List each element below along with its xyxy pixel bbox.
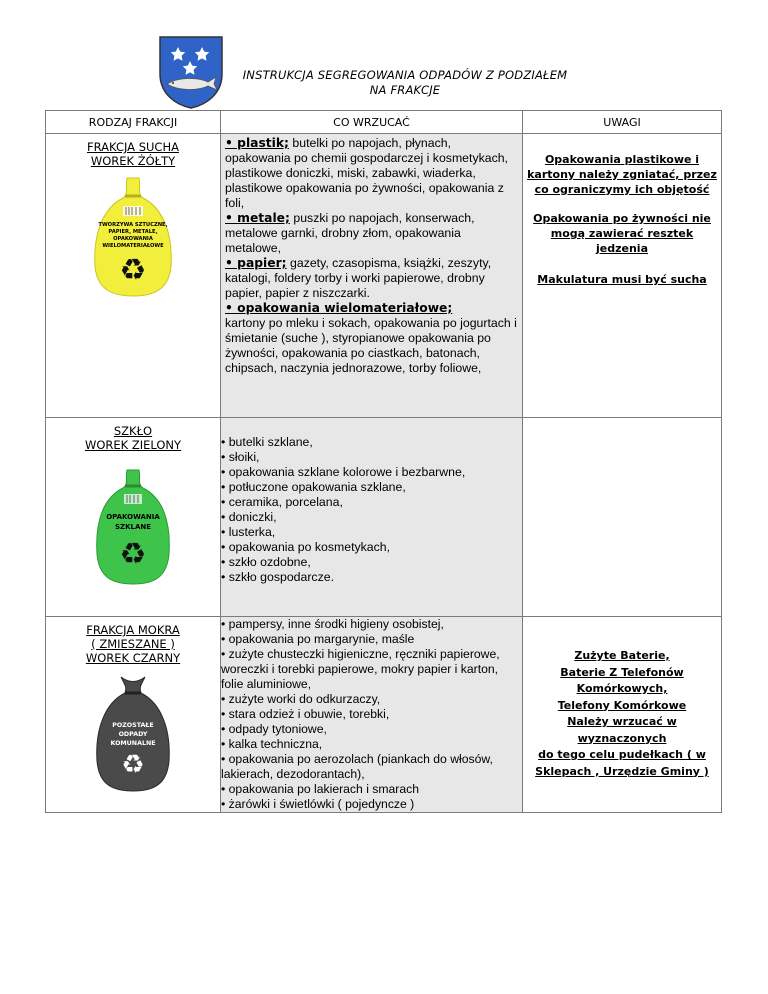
list-item: • potłuczone opakowania szklane, xyxy=(221,480,406,494)
list-item: • szkło gospodarcze. xyxy=(221,570,334,584)
list-item: • słoiki, xyxy=(221,450,260,464)
items-cell-dry xyxy=(221,134,523,418)
items-cell-glass xyxy=(221,418,523,617)
waste-sorting-table xyxy=(45,110,722,813)
recycle-icon: ♻ xyxy=(121,750,145,780)
notes-cell-glass xyxy=(523,418,722,617)
list-item: • butelki szklane, xyxy=(221,435,313,449)
items-mixed xyxy=(221,617,522,812)
svg-text:OPAKOWANIA: OPAKOWANIA xyxy=(113,236,153,242)
title-line-2: NA FRAKCJE xyxy=(369,83,441,97)
list-item: • odpady tytoniowe, xyxy=(221,722,327,736)
page-title xyxy=(200,68,610,98)
items-dry xyxy=(221,134,522,378)
list-item: • zużyte worki do odkurzaczy, xyxy=(221,692,381,706)
section-multimaterial: • opakowania wielomateriałowe; kartony po mleku i sokach, opakowania po jogurtach i śmietanie (suche ), styropianowe opakowania po żywności, opakowania po ciastkach, batonach, chipsach, naczynia jednorazowe, torby foliowe, xyxy=(225,301,517,375)
list-item: • opakowania po kosmetykach, xyxy=(221,540,391,554)
note-flatten: Opakowania plastikowe i kartony należy zgniatać, przez co ograniczymy ich objętość xyxy=(527,153,717,196)
svg-text:WIELOMATERIAŁOWE: WIELOMATERIAŁOWE xyxy=(102,243,164,249)
svg-text:TWORZYWA SZTUCZNE,: TWORZYWA SZTUCZNE, xyxy=(98,222,168,228)
list-item: • kalka techniczna, xyxy=(221,737,323,751)
recycle-icon: ♻ xyxy=(119,253,147,288)
fraction-cell-glass xyxy=(46,418,221,617)
col-header-what-to-throw: CO WRZUCAĆ xyxy=(221,111,523,134)
note-dry-paper: Makulatura musi być sucha xyxy=(537,273,707,286)
recycle-icon: ♻ xyxy=(119,537,147,572)
list-item: • stara odzież i obuwie, torebki, xyxy=(221,707,390,721)
table-row-mixed xyxy=(46,617,722,813)
list-item: • doniczki, xyxy=(221,510,277,524)
table-row-glass xyxy=(46,418,722,617)
svg-text:KOMUNALNE: KOMUNALNE xyxy=(110,740,156,747)
section-paper: • papier; gazety, czasopisma, książki, zeszyty, katalogi, foldery torby i worki papierowe, drobny papier, papier z niszczarki. xyxy=(225,256,492,300)
list-item: • szkło ozdobne, xyxy=(221,555,311,569)
svg-text:PAPIER, METALE,: PAPIER, METALE, xyxy=(108,229,158,235)
col-header-fraction: RODZAJ FRAKCJI xyxy=(46,111,221,134)
list-item: • opakowania szklane kolorowe i bezbarwne, xyxy=(221,465,466,479)
list-item: • lusterka, xyxy=(221,525,276,539)
section-metal: • metale; puszki po napojach, konserwach, metalowe garnki, drobny złom, opakowania metalowe, xyxy=(225,211,475,255)
notes-cell-mixed xyxy=(523,617,722,813)
list-item: • opakowania po aerozolach (piankach do włosów, lakierach, dezodorantach), xyxy=(221,752,493,781)
fraction-cell-dry xyxy=(46,134,221,418)
table-row-dry xyxy=(46,134,722,418)
notes-cell-dry xyxy=(523,134,722,418)
list-item: • ceramika, porcelana, xyxy=(221,495,343,509)
items-cell-mixed xyxy=(221,617,523,813)
note-batteries: Zużyte Baterie, Baterie Z Telefonów Komórkowych, Telefony Komórkowe Należy wrzucać w wyznaczonych do tego celu pudełkach ( w Sklepach , Urzędzie Gminy ) xyxy=(535,649,709,778)
svg-text:POZOSTAŁE: POZOSTAŁE xyxy=(112,722,154,729)
fraction-title-mixed: FRAKCJA MOKRA ( ZMIESZANE ) WOREK CZARNY xyxy=(85,623,181,665)
list-item: • zużyte chusteczki higieniczne, ręczniki papierowe, woreczki i torebki papierowe, mokry papier i karton, folie aluminiowe, xyxy=(221,647,500,691)
list-item: • żarówki i świetlówki ( pojedyncze ) xyxy=(221,797,415,811)
fraction-title-dry: FRAKCJA SUCHA WOREK ŻÓŁTY xyxy=(87,140,179,168)
svg-text:SZKLANE: SZKLANE xyxy=(114,523,152,531)
fraction-title-glass: SZKŁO WOREK ZIELONY xyxy=(84,424,182,452)
black-bag-icon xyxy=(91,671,175,795)
table-header-row xyxy=(46,111,722,134)
yellow-bag-icon xyxy=(89,174,177,300)
items-glass xyxy=(221,418,522,585)
col-header-notes: UWAGI xyxy=(523,111,722,134)
note-food-residue: Opakowania po żywności nie mogą zawierać resztek jedzenia xyxy=(533,212,711,255)
svg-text:OPAKOWANIA: OPAKOWANIA xyxy=(106,513,160,521)
section-plastic: • plastik; butelki po napojach, płynach, opakowania po chemii gospodarczej i kosmetykach, plastikowe doniczki, miski, zabawki, wiaderka, plastikowe opakowania po żywności, opakowania z foli, xyxy=(225,136,508,210)
green-bag-icon xyxy=(91,464,175,588)
fraction-cell-mixed xyxy=(46,617,221,813)
svg-text:ODPADY: ODPADY xyxy=(118,731,148,738)
list-item: • opakowania po margarynie, maśle xyxy=(221,632,415,646)
list-item: • pampersy, inne środki higieny osobistej, xyxy=(221,617,444,631)
title-line-1: INSTRUKCJA SEGREGOWANIA ODPADÓW Z PODZIAŁEM xyxy=(242,68,568,82)
list-item: • opakowania po lakierach i smarach xyxy=(221,782,420,796)
